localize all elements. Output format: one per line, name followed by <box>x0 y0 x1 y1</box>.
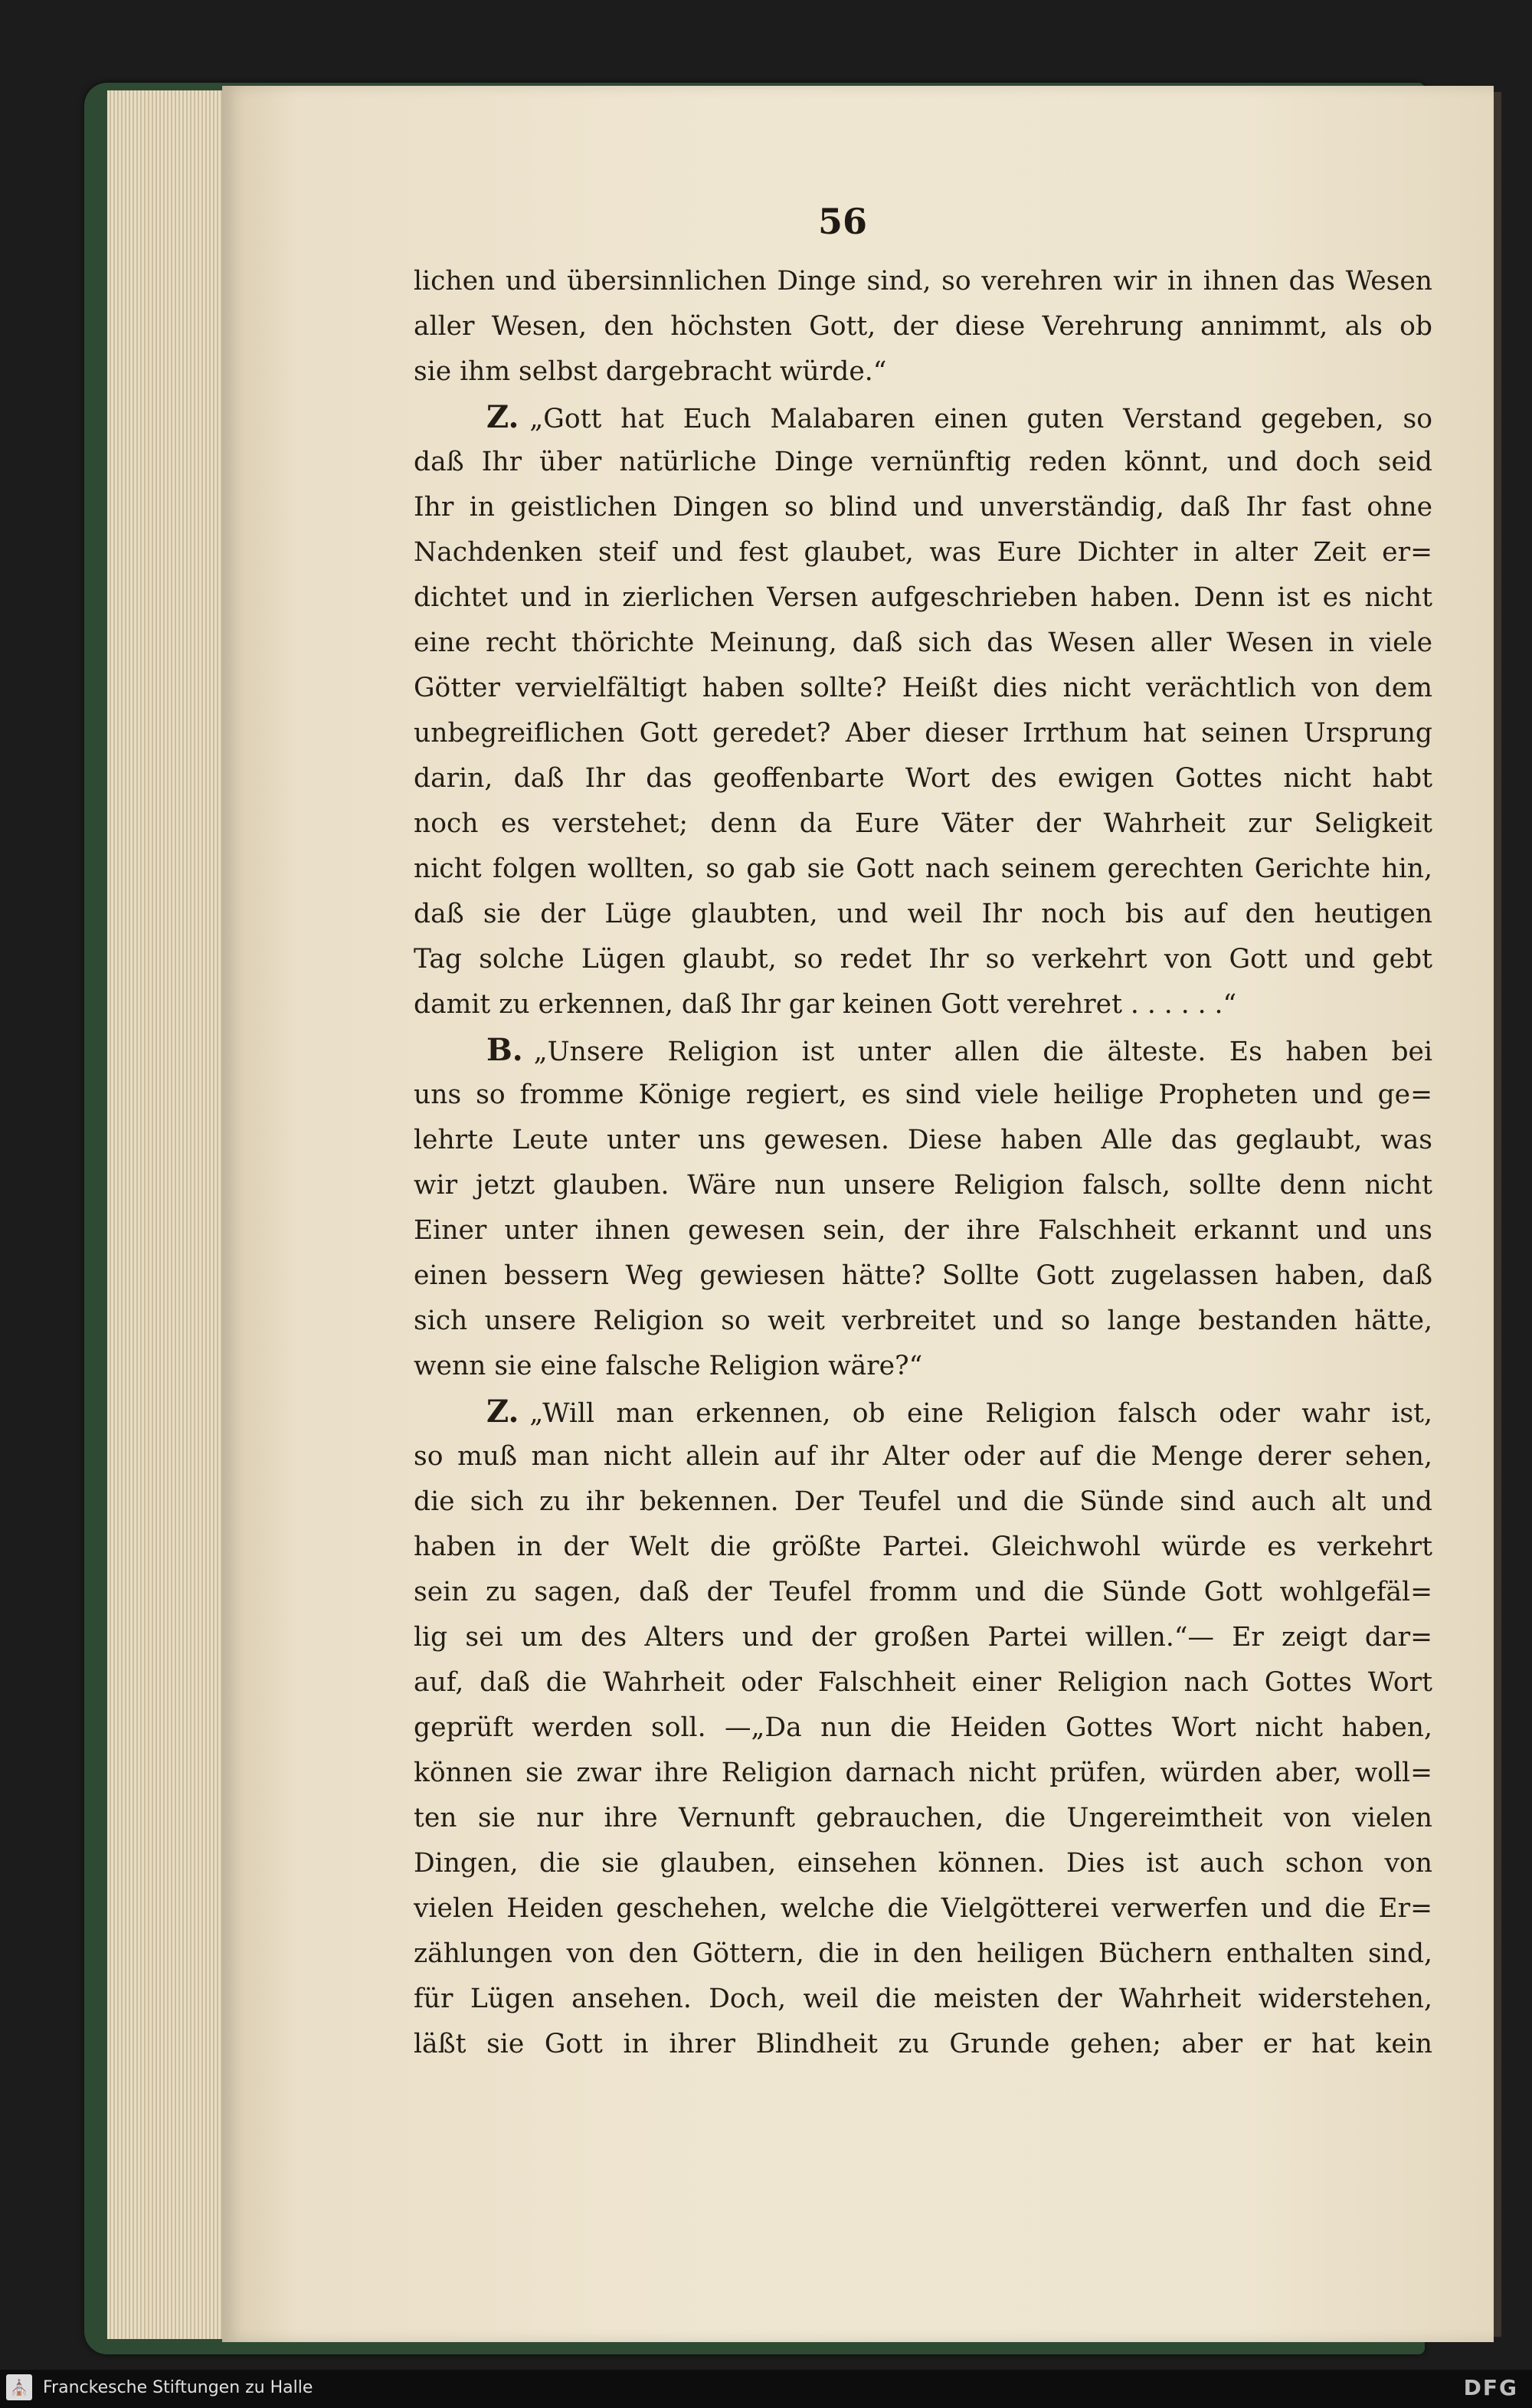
text-line: Nachdenken steif und fest glaubet, was Eure Dichter in alter Zeit er= <box>414 537 1432 568</box>
text-line: wir jetzt glauben. Wäre nun unsere Religion falsch, sollte denn nicht <box>414 1170 1432 1201</box>
text-line: daß sie der Lüge glaubten, und weil Ihr noch bis auf den heutigen <box>414 899 1432 929</box>
text-line: lichen und übersinnlichen Dinge sind, so verehren wir in ihnen das Wesen <box>414 266 1432 296</box>
text-line-content: „Gott hat Euch Malabaren einen guten Verstand gegeben, so <box>529 404 1432 434</box>
page-stack-edges <box>107 90 230 2339</box>
text-line: Tag solche Lügen glaubt, so redet Ihr so verkehrt von Gott und gebt <box>414 944 1432 975</box>
text-line: damit zu erkennen, daß Ihr gar keinen Gott verehret . . . . . .“ <box>414 989 1237 1020</box>
text-line: noch es verstehet; denn da Eure Väter der Wahrheit zur Seligkeit <box>414 808 1432 839</box>
text-line-content: „Unsere Religion ist unter allen die älteste. Es haben bei <box>533 1037 1432 1067</box>
text-line: einen bessern Weg gewiesen hätte? Sollte Gott zugelassen haben, daß <box>414 1260 1432 1291</box>
text-line: Götter vervielfältigt haben sollte? Heißt dies nicht verächtlich von dem <box>414 673 1432 703</box>
text-line: dichtet und in zierlichen Versen aufgeschrieben haben. Denn ist es nicht <box>414 582 1432 613</box>
dfg-logo: DFG <box>1463 2375 1518 2400</box>
institution-logo-icon: ⛪ <box>6 2374 32 2400</box>
text-line: können sie zwar ihre Religion darnach nicht prüfen, würden aber, woll= <box>414 1758 1432 1788</box>
text-line <box>414 1027 1432 1073</box>
text-line: ten sie nur ihre Vernunft gebrauchen, die Ungereimtheit von vielen <box>414 1803 1432 1833</box>
text-line <box>414 395 1432 440</box>
speaker-marker: Z. <box>486 399 519 435</box>
text-line: Einer unter ihnen gewesen sein, der ihre Falschheit erkannt und uns <box>414 1215 1432 1246</box>
text-line: für Lügen ansehen. Doch, weil die meisten der Wahrheit widerstehen, <box>414 1984 1432 2014</box>
text-line: so muß man nicht allein auf ihr Alter oder auf die Menge derer sehen, <box>414 1441 1432 1472</box>
text-line: wenn sie eine falsche Religion wäre?“ <box>414 1351 923 1381</box>
text-line: sein zu sagen, daß der Teufel fromm und die Sünde Gott wohlgefäl= <box>414 1577 1432 1607</box>
text-line: lehrte Leute unter uns gewesen. Diese haben Alle das geglaubt, was <box>414 1125 1432 1155</box>
text-line: Ihr in geistlichen Dingen so blind und unverständig, daß Ihr fast ohne <box>414 492 1432 523</box>
text-line: sich unsere Religion so weit verbreitet und so lange bestanden hätte, <box>414 1306 1432 1336</box>
institution-name: Franckesche Stiftungen zu Halle <box>43 2378 313 2397</box>
text-line: sie ihm selbst dargebracht würde.“ <box>414 356 887 387</box>
text-line: zählungen von den Göttern, die in den heiligen Büchern enthalten sind, <box>414 1938 1432 1969</box>
text-line-content: „Will man erkennen, ob eine Religion falsch oder wahr ist, <box>529 1398 1432 1429</box>
text-line: eine recht thörichte Meinung, daß sich das Wesen aller Wesen in viele <box>414 627 1432 658</box>
text-line: daß Ihr über natürliche Dinge vernünftig reden könnt, und doch seid <box>414 447 1432 477</box>
text-line: darin, daß Ihr das geoffenbarte Wort des ewigen Gottes nicht habt <box>414 763 1432 794</box>
text-line: geprüft werden soll. —„Da nun die Heiden Gottes Wort nicht haben, <box>414 1712 1432 1743</box>
text-line: vielen Heiden geschehen, welche die Vielgötterei verwerfen und die Er= <box>414 1893 1432 1924</box>
text-line: läßt sie Gott in ihrer Blindheit zu Grunde gehen; aber er hat kein <box>414 2029 1432 2059</box>
speaker-marker: B. <box>486 1032 523 1068</box>
text-line: aller Wesen, den höchsten Gott, der diese Verehrung annimmt, als ob <box>414 311 1432 342</box>
text-line: lig sei um des Alters und der großen Partei willen.“— Er zeigt dar= <box>414 1622 1432 1653</box>
text-line: nicht folgen wollten, so gab sie Gott nach seinem gerechten Gerichte hin, <box>414 853 1432 884</box>
text-line: Dingen, die sie glauben, einsehen können. Dies ist auch schon von <box>414 1848 1432 1879</box>
text-line <box>414 1389 1432 1434</box>
text-line: uns so fromme Könige regiert, es sind viele heilige Propheten und ge= <box>414 1080 1432 1110</box>
page-number: 56 <box>817 201 867 242</box>
text-line: haben in der Welt die größte Partei. Gleichwohl würde es verkehrt <box>414 1532 1432 1562</box>
body-text <box>414 259 1432 2067</box>
text-line: auf, daß die Wahrheit oder Falschheit einer Religion nach Gottes Wort <box>414 1667 1432 1698</box>
speaker-marker: Z. <box>486 1394 519 1430</box>
text-line: unbegreiflichen Gott geredet? Aber dieser Irrthum hat seinen Ursprung <box>414 718 1432 749</box>
text-line: die sich zu ihr bekennen. Der Teufel und die Sünde sind auch alt und <box>414 1486 1432 1517</box>
